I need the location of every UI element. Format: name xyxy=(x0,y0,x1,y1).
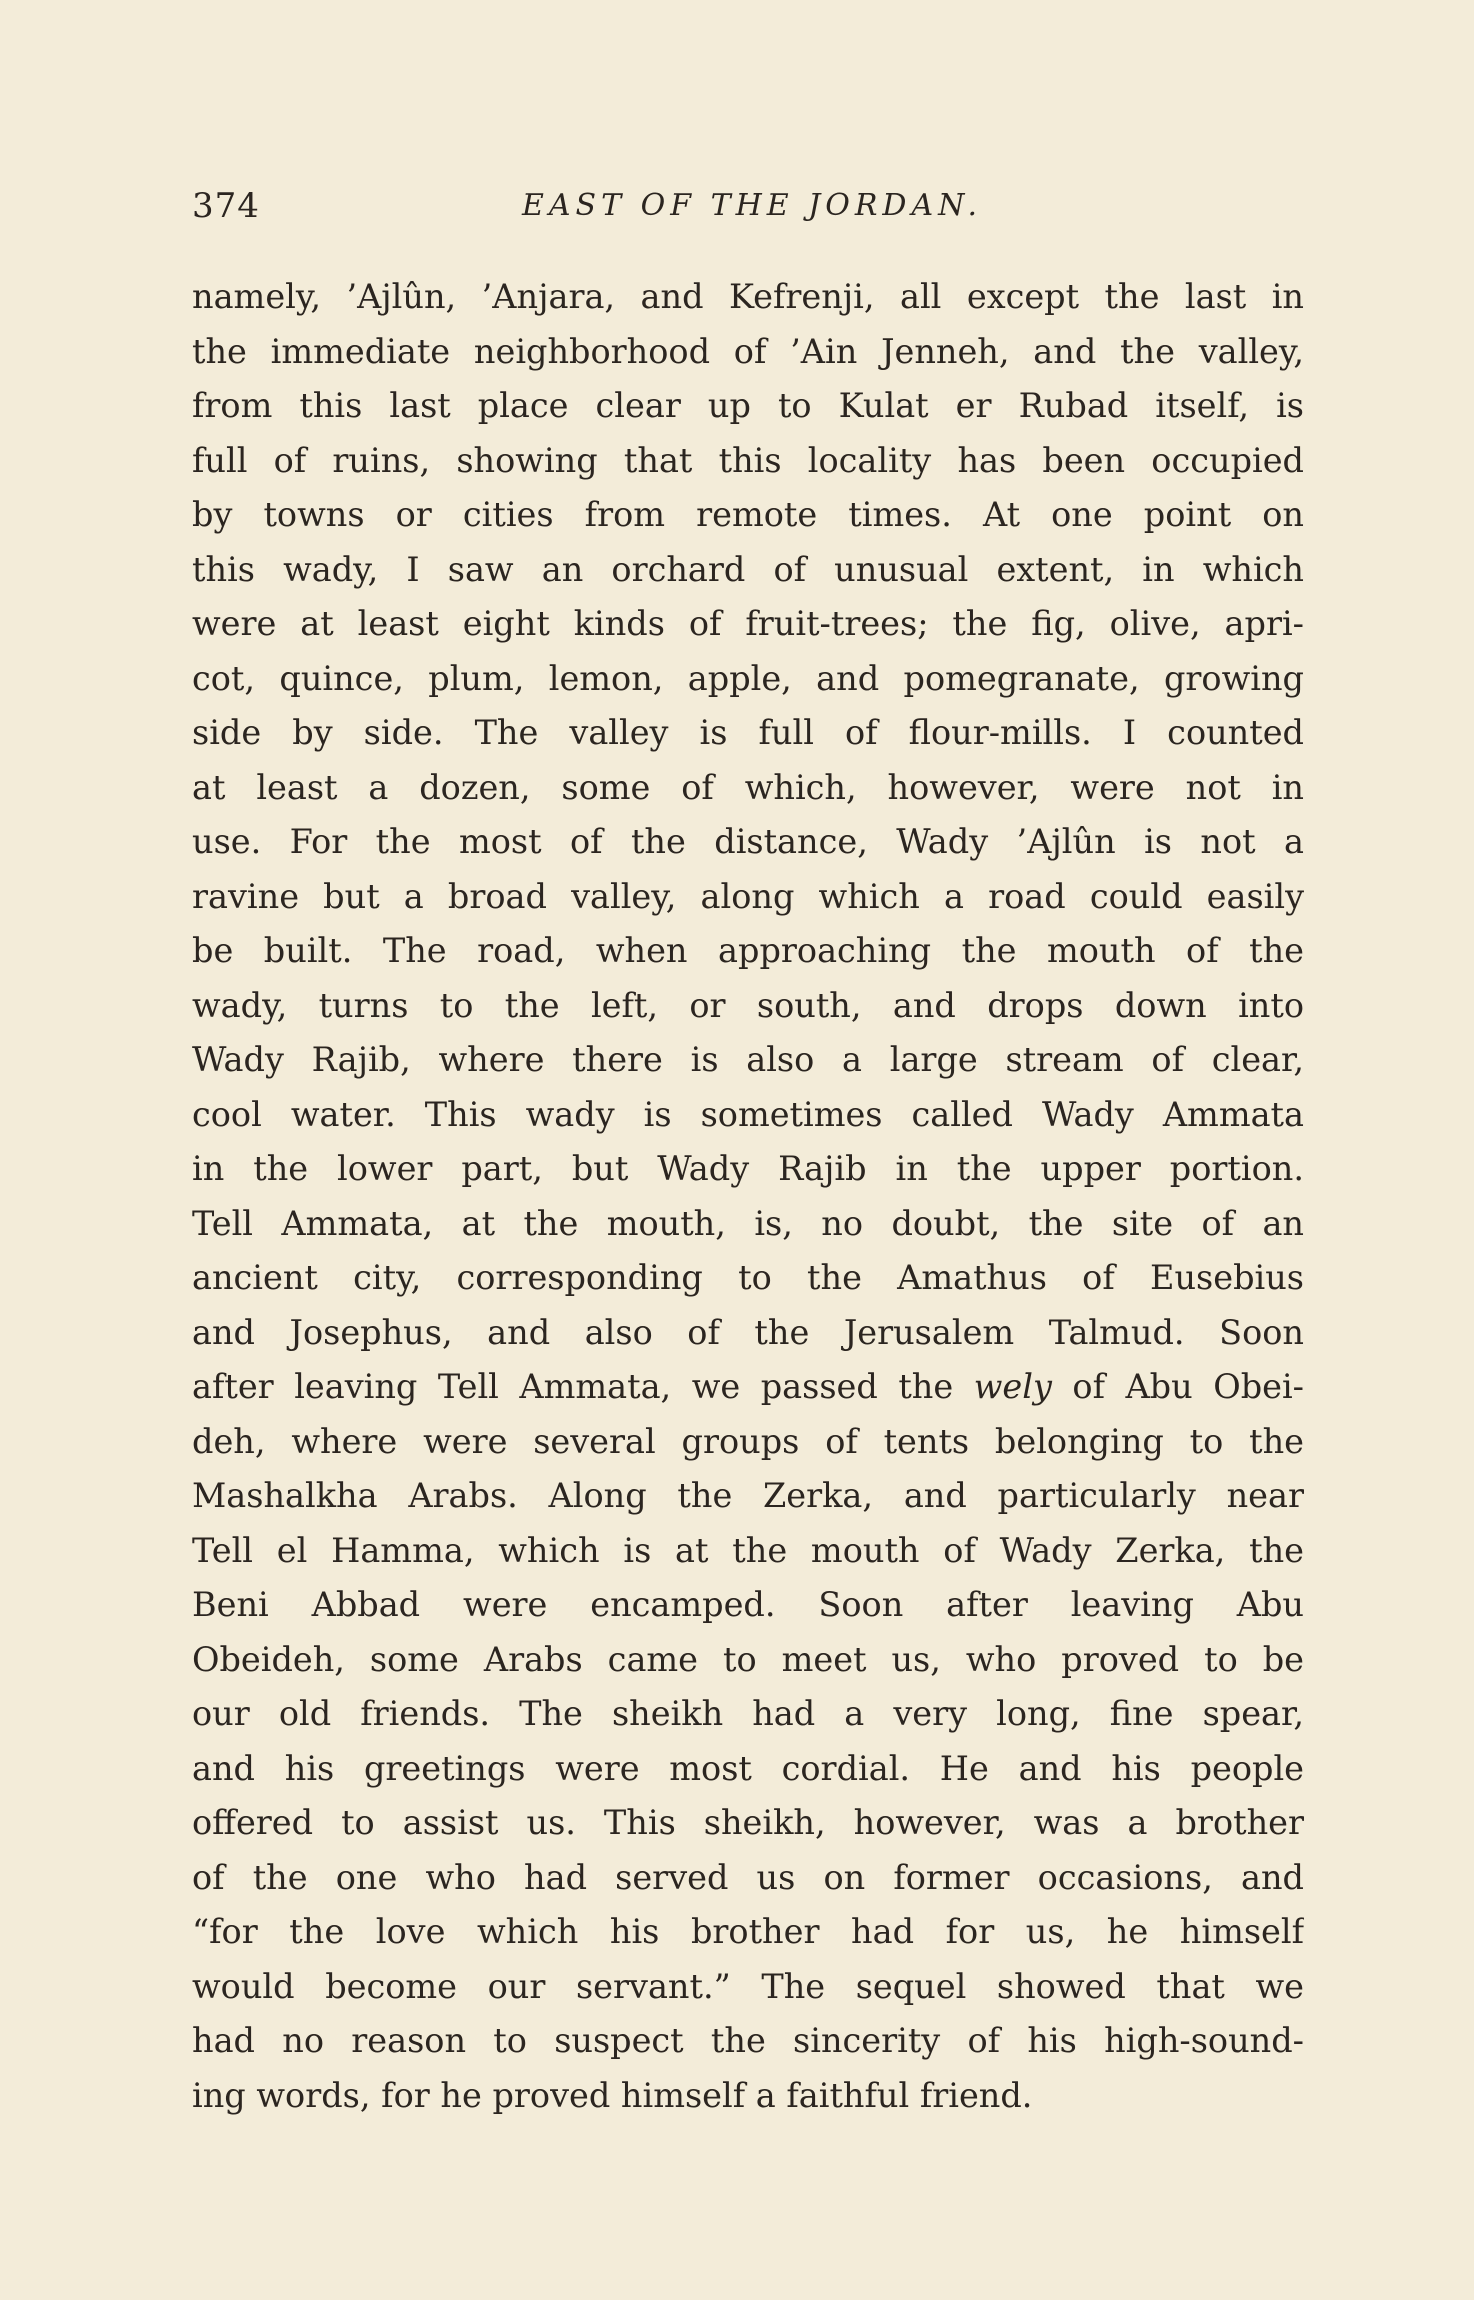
text-line: of the one who had served us on former occasions, and xyxy=(192,1857,1304,1897)
text-line: Beni Abbad were encamped. Soon after leaving Abu xyxy=(192,1585,1304,1624)
text-line: side by side. The valley is full of flour-mills. I counted xyxy=(192,713,1304,752)
text-segment: after leaving Tell Ammata, we passed the xyxy=(192,1367,974,1406)
text-line: were at least eight kinds of fruit-trees; the fig, olive, apri- xyxy=(192,604,1304,643)
text-line: our old friends. The sheikh had a very long, fine spear, xyxy=(192,1694,1304,1733)
text-line: from this last place clear up to Kulat er Rubad itself, is xyxy=(192,386,1304,425)
text-line: and his greetings were most cordial. He and his people xyxy=(192,1748,1304,1788)
running-title: EAST OF THE JORDAN. xyxy=(521,188,982,223)
page-number: 374 xyxy=(192,186,260,226)
text-line: had no reason to suspect the sincerity of his high-sound- xyxy=(192,2021,1304,2060)
text-line: Wady Rajib, where there is also a large stream of clear, xyxy=(192,1040,1304,1079)
italic-term: wely xyxy=(973,1367,1052,1406)
text-line: be built. The road, when approaching the mouth of the xyxy=(192,931,1304,970)
text-line: Mashalkha Arabs. Along the Zerka, and particularly near xyxy=(192,1476,1304,1515)
text-line: Tell Ammata, at the mouth, is, no doubt, the site of an xyxy=(192,1203,1304,1243)
text-line: deh, where were several groups of tents belonging to the xyxy=(192,1421,1304,1461)
text-segment: of Abu Obei- xyxy=(1051,1367,1304,1406)
text-line: ancient city, corresponding to the Amathus of Eusebius xyxy=(192,1258,1304,1297)
text-line xyxy=(192,1360,1304,1415)
text-line: ravine but a broad valley, along which a road could easily xyxy=(192,876,1304,916)
text-line: Obeideh, some Arabs came to meet us, who proved to be xyxy=(192,1639,1304,1679)
text-line: ing words, for he proved himself a faithful friend. xyxy=(192,2075,1033,2115)
body-text xyxy=(192,270,1304,2123)
text-line: use. For the most of the distance, Wady ’Ajlûn is not a xyxy=(192,822,1304,861)
text-line: this wady, I saw an orchard of unusual extent, in which xyxy=(192,549,1304,589)
text-line: in the lower part, but Wady Rajib in the upper portion. xyxy=(192,1149,1304,1188)
text-line: “for the love which his brother had for us, he himself xyxy=(192,1912,1304,1951)
text-line: at least a dozen, some of which, however, were not in xyxy=(192,767,1304,807)
text-line: cot, quince, plum, lemon, apple, and pomegranate, growing xyxy=(192,658,1304,698)
text-line: cool water. This wady is sometimes called Wady Ammata xyxy=(192,1094,1304,1134)
text-line: offered to assist us. This sheikh, however, was a brother xyxy=(192,1803,1304,1842)
text-line: Tell el Hamma, which is at the mouth of Wady Zerka, the xyxy=(192,1530,1304,1570)
text-line: the immediate neighborhood of ’Ain Jenneh, and the valley, xyxy=(192,331,1304,371)
text-line: would become our servant.” The sequel showed that we xyxy=(192,1966,1304,2006)
text-line: and Josephus, and also of the Jerusalem Talmud. Soon xyxy=(192,1312,1304,1352)
running-head xyxy=(192,178,1312,234)
text-line: namely, ’Ajlûn, ’Anjara, and Kefrenji, all except the last in xyxy=(192,277,1304,316)
text-line: by towns or cities from remote times. At one point on xyxy=(192,495,1304,534)
text-line: wady, turns to the left, or south, and drops down into xyxy=(192,985,1304,1025)
text-line: full of ruins, showing that this locality has been occupied xyxy=(192,440,1304,480)
